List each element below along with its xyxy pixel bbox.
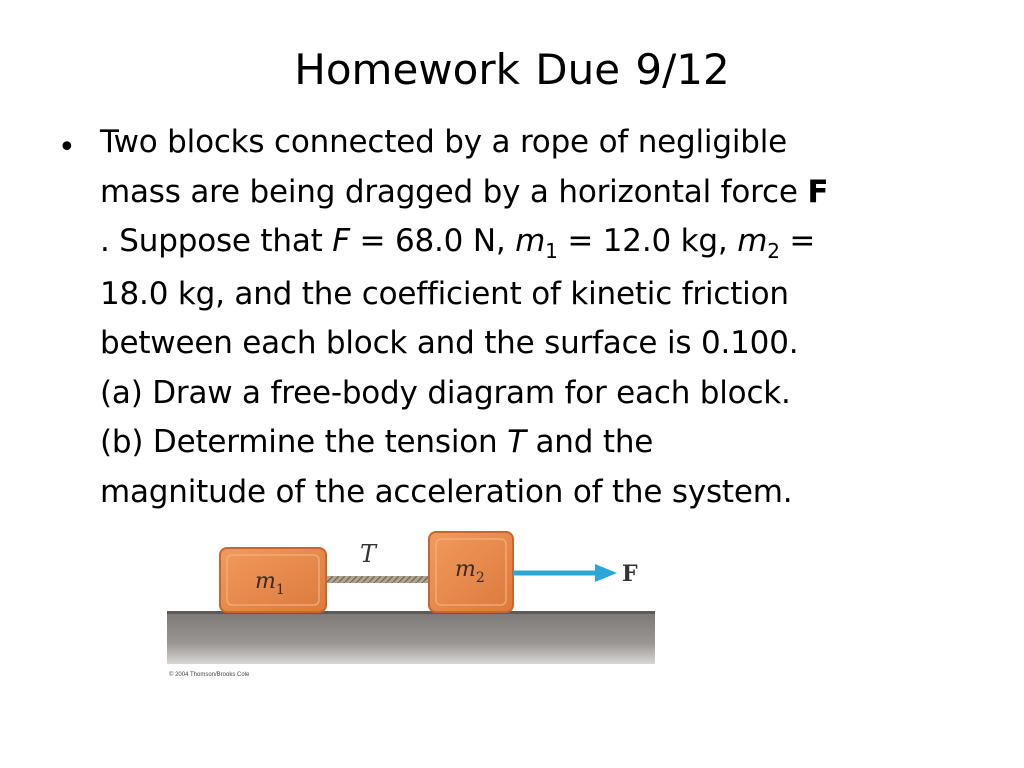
mass-symbol: m (737, 223, 768, 259)
text-fragment: . Suppose that (100, 223, 333, 259)
bullet-icon: • (58, 130, 76, 165)
mass-subscript: 2 (767, 239, 780, 263)
force-label: F (622, 561, 638, 587)
problem-line-5: between each block and the surface is 0.100. (100, 325, 799, 361)
problem-line-8: magnitude of the acceleration of the system. (100, 473, 793, 510)
mass-symbol: m (515, 223, 546, 259)
copyright-text: © 2004 Thomson/Brooks Cole (169, 672, 250, 678)
problem-line-1: Two blocks connected by a rope of negligible (100, 124, 787, 160)
ground-surface (167, 612, 655, 664)
blocks-figure (165, 528, 657, 682)
block-m1-label: $m_1$ (255, 569, 285, 598)
problem-line-2-text: mass are being dragged by a horizontal force (100, 173, 808, 210)
tension-label: T (360, 540, 377, 568)
problem-line-3 (100, 217, 958, 270)
tension-symbol: T (507, 424, 526, 460)
problem-line-2 (100, 168, 958, 218)
text-fragment: (b) Determine the tension (100, 424, 508, 460)
block-m2-label: $m_2$ (455, 557, 485, 586)
text-fragment: = 12.0 kg, (557, 223, 738, 259)
blocks-diagram (165, 528, 657, 682)
problem-line-6: (a) Draw a free-body diagram for each block. (100, 374, 791, 411)
problem-text (100, 118, 958, 517)
problem-line-4: 18.0 kg, and the coefficient of kinetic friction (100, 275, 789, 312)
rope (325, 576, 431, 583)
text-fragment: = 68.0 N, (349, 223, 516, 259)
mass-subscript: 1 (545, 239, 558, 263)
force-vector-symbol: F (807, 173, 829, 210)
slide-title: Homework Due 9/12 (294, 45, 730, 94)
force-symbol: F (332, 223, 350, 259)
problem-line-7 (100, 418, 958, 468)
text-fragment: = (779, 223, 816, 259)
force-arrow-head (595, 564, 617, 582)
text-fragment: and the (525, 424, 654, 460)
